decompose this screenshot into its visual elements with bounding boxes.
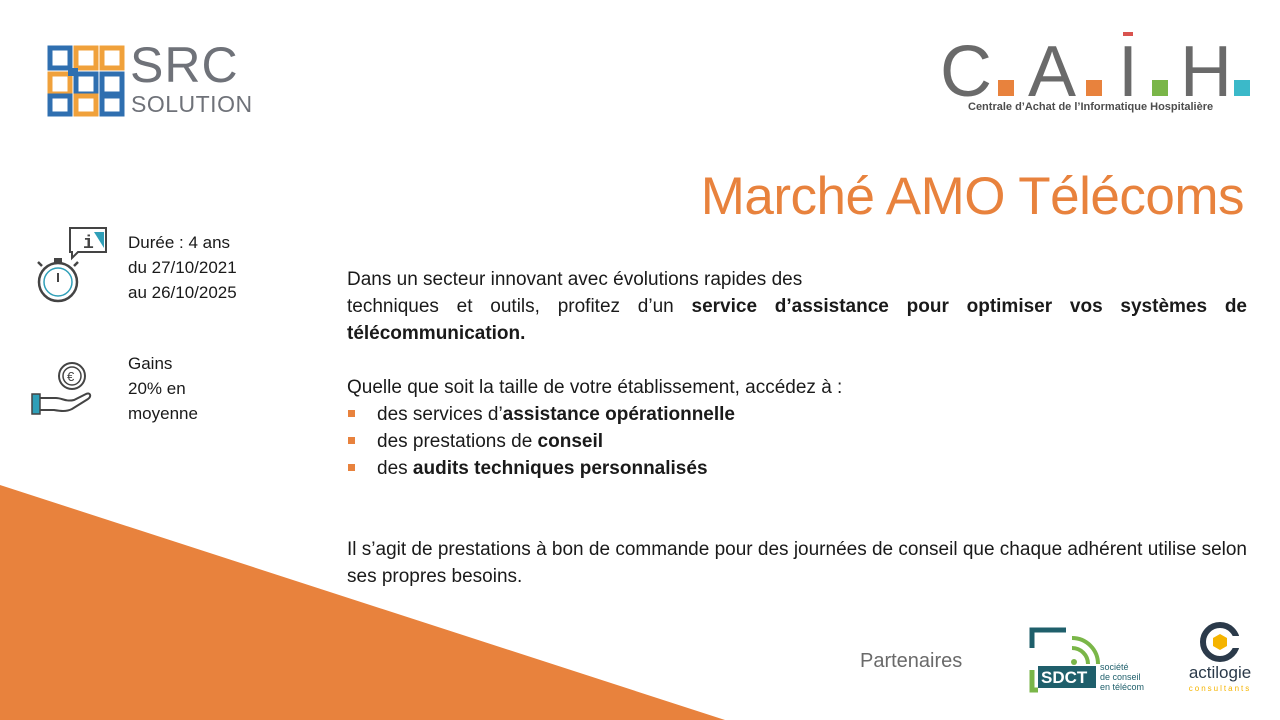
svg-text:société: société <box>1100 662 1129 672</box>
bullet-square-icon <box>348 410 355 417</box>
service-list <box>347 401 1247 482</box>
gains-qualifier: moyenne <box>128 404 198 423</box>
actilogie-name: actilogie <box>1188 663 1252 682</box>
euro-hand-icon <box>28 360 98 420</box>
duration-line: Durée : 4 ans <box>128 233 231 252</box>
gains-info <box>128 351 198 426</box>
list-item: des audits techniques personnalisés <box>347 455 1247 482</box>
intro-plain: techniques et outils, profitez d’un <box>347 296 692 317</box>
bullet-square-icon <box>348 464 355 471</box>
list-item: des prestations de conseil <box>347 428 1247 455</box>
caih-logo <box>940 32 1250 102</box>
closing-paragraph: Il s’agit de prestations à bon de commande pour des journées de conseil que chaque adhérent utilise selon ses propres besoins. <box>347 539 1247 587</box>
access-intro: Quelle que soit la taille de votre établissement, accédez à : <box>347 377 843 398</box>
caih-letter-i: I <box>1118 32 1139 102</box>
intro-line-1: Dans un secteur innovant avec évolutions rapides des <box>347 269 803 290</box>
src-logo-icon <box>46 44 126 120</box>
sdct-logo <box>1028 624 1168 696</box>
list-item: des services d’assistance opérationnelle <box>347 401 1247 428</box>
svg-text:en télécom: en télécom <box>1100 682 1145 692</box>
intro-paragraph <box>347 293 1247 347</box>
body-text <box>347 266 1247 590</box>
partners-label: Partenaires <box>860 650 963 672</box>
actilogie-logo <box>1172 620 1268 700</box>
svg-text:€: € <box>67 369 75 384</box>
duration-start: du 27/10/2021 <box>128 258 237 277</box>
duration-end: au 26/10/2025 <box>128 283 237 302</box>
bullet-square-icon <box>348 437 355 444</box>
caih-logo-subtitle: Centrale d’Achat de l’Informatique Hospitalière <box>968 101 1214 113</box>
intro-bold: service d’assistance pour optimiser vos systèmes de télécommunication. <box>347 296 1247 344</box>
caih-letter-a: A <box>1028 32 1077 102</box>
stopwatch-info-icon <box>28 224 112 308</box>
svg-text:i: i <box>83 234 94 254</box>
caih-letter-c: C <box>940 32 992 102</box>
svg-text:de conseil: de conseil <box>1100 672 1141 682</box>
caih-letter-h: H <box>1180 32 1232 102</box>
sdct-name: SDCT <box>1041 668 1088 687</box>
page-title: Marché AMO Télécoms <box>700 167 1244 226</box>
src-logo-subtitle: SOLUTION <box>131 91 253 117</box>
src-logo-word: SRC <box>130 37 239 93</box>
gains-value: 20% en <box>128 379 186 398</box>
actilogie-sub: consultants <box>1188 684 1252 693</box>
duration-info <box>128 230 237 305</box>
gains-label: Gains <box>128 354 173 373</box>
